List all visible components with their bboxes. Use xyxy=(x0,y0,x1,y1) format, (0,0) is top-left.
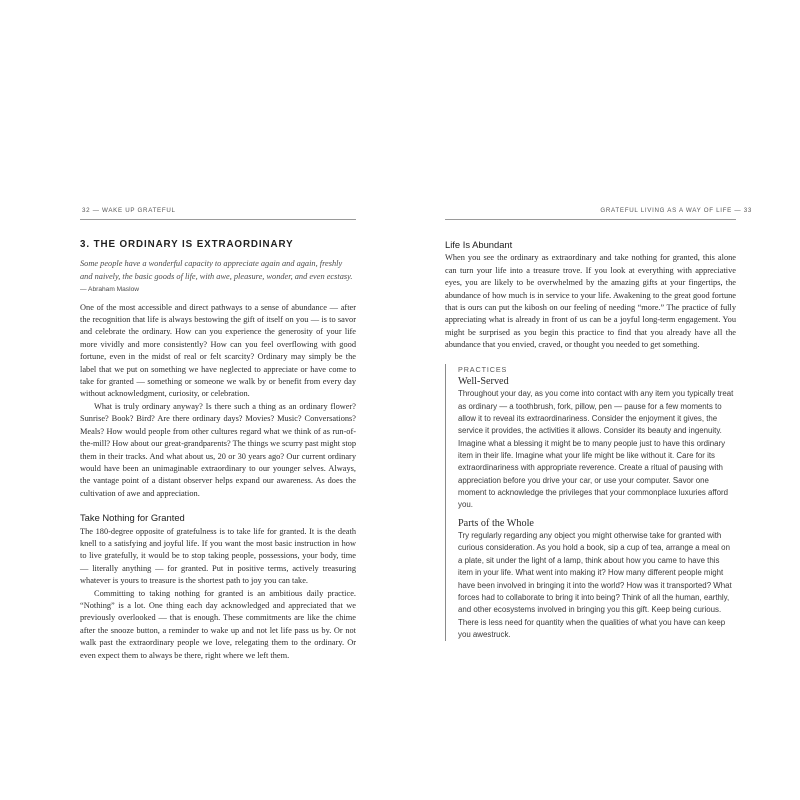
right-text-column xyxy=(445,239,736,641)
practice-text: Try regularly regarding any object you might otherwise take for granted with curious consideration. As you hold a book, sip a cup of tea, arrange a meal on a plate, sit under the light of a lamp, think about how you came to have this item in your life. What went into making it? How many different people might have been involved in bringing it into the world? How was it transported? What forces had to collaborate to bring it into being? Think of all the human, earthly, and other ecosystems involved in bringing you this gift. Keep being curious. There is less need for quantity when the qualities of what you have can keep you awestruck. xyxy=(458,531,732,639)
practice-text: Throughout your day, as you come into contact with any item you typically treat as ordinary — a toothbrush, fork, pillow, pen — pause for a few moments to allow it to reveal its extraordinariness. Consider the enjoyment it gives, the service it provides, the activities it allows. Consider its beauty and ingenuity. Imagine what a blessing it might be to many people just to have this ordinary item in their life. Imagine what your life might be like without it. Care for its extraordinariness with appropriate reverence. Create a ritual of pausing with appreciation before you drive your car, or use your computer. Savor one moment to acknowledge the privileges that your commonplace luxuries afford you. xyxy=(458,389,734,510)
body-paragraph: Committing to taking nothing for granted is an ambitious daily practice. “Nothing” is a lot. One thing each day acknowledged and appreciated that we previously overlooked — that is enough. These commitments are like the chime after the snooze button, a reminder to wake up and not let life pass us by. Or not walk past the extraordinary people we love, relegating them to the ordinary. Or even expect them to always be there, right where we left them. xyxy=(80,588,356,660)
running-head-left: 32 — WAKE UP GRATEFUL xyxy=(82,207,176,214)
practice-title: Well-Served xyxy=(458,376,509,387)
practice-title: Parts of the Whole xyxy=(458,517,534,529)
body-paragraph: What is truly ordinary anyway? Is there such a thing as an ordinary flower? Sunrise? Book? Bird? Are there ordinary days? Movies? Music? Conversations? Meals? How would people from other cultures regard what we think of as run-of-the-mill? How about our great-grandparents? The things we scurry past might stop them in their tracks. And what about us, 20 or 30 years ago? Our current ordinary would have been an unimaginable extraordinary to our younger selves. Always, the vantage point of a distant observer helps expand our awareness. As does the cultivation of awe and appreciation. xyxy=(80,401,356,498)
body-paragraph: One of the most accessible and direct pathways to a sense of abundance — after the recognition that life is always bestowing the gift of itself on you — is to savor and celebrate the ordinary. How can you experience the generosity of your life more vividly and more consistently? How can you feel overflowing with good fortune, even in the midst of real or felt scarcity? Ordinary may simply be the label that we put on something we have neglected to appreciate or have come to take for granted — something or someone we walk by or benefit from every day without acknowledgment, curiosity, or celebration. xyxy=(80,302,356,399)
header-rule-left xyxy=(80,219,356,220)
section-heading: Take Nothing for Granted xyxy=(80,512,185,524)
practices-label: PRACTICES xyxy=(458,364,508,374)
body-paragraph: The 180-degree opposite of gratefulness is to take life for granted. It is the death knell to a satisfying and joyful life. If you want the most basic instruction in how to live gratefully, it would be to stop taking people, possessions, your body, time — literally anything — for granted. Put in positive terms, actively treasuring whatever is yours to treasure is the shortest path to joy you can take. xyxy=(80,526,356,586)
right-page xyxy=(400,0,800,800)
running-head-right: GRATEFUL LIVING AS A WAY OF LIFE — 33 xyxy=(600,207,752,214)
section-heading: Life Is Abundant xyxy=(445,239,513,250)
header-rule-right xyxy=(445,219,736,220)
body-paragraph: When you see the ordinary as extraordinary and take nothing for granted, this alone can turn your life into a treasure trove. If you look at everything with appreciative eyes, you are likely to be overwhelmed by the amazing gifts at your fingertips, the abundance of how much is in service to your life. Awakening to the great good fortune that is ours can put the kibosh on our feeling of needing “more.” The practice of fully appreciating what is already in front of us can be a joyful long-term engagement. You might be surprised as you begin this practice to find that you already have all the abundance that you envied, craved, or thought you needed to get something. xyxy=(445,253,736,350)
epigraph-attribution: — Abraham Maslow xyxy=(80,286,139,294)
left-text-column xyxy=(80,239,356,662)
practices-sidebar xyxy=(445,364,736,642)
epigraph xyxy=(80,258,356,296)
epigraph-quote: Some people have a wonderful capacity to appreciate again and again, freshly and naively, the basic goods of life, with awe, pleasure, wonder, and even ecstasy. xyxy=(80,259,353,281)
chapter-title: 3. THE ORDINARY IS EXTRAORDINARY xyxy=(80,239,294,250)
